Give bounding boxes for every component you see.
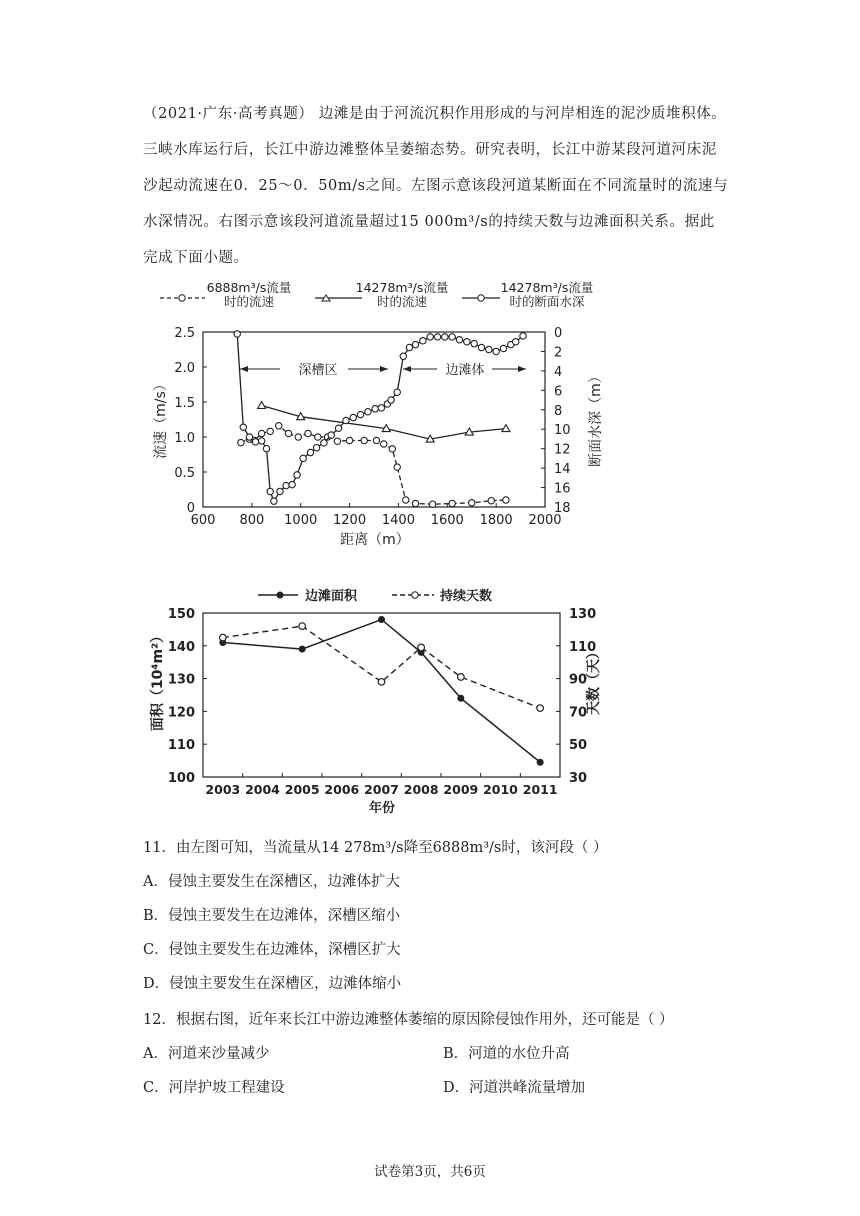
depth-14278-point [412,341,418,347]
x-tick-label: 2009 [443,782,479,797]
depth-14278-point [478,344,484,350]
x-tick-label: 1400 [381,513,415,528]
x-tick-label: 2007 [364,782,399,797]
depth-14278-point [328,432,334,438]
y-right-tick-label: 110 [569,639,597,655]
y-right-tick-label: 4 [554,364,563,380]
y-right-tick-label: 10 [554,423,571,439]
velocity-6888-point [503,497,509,503]
x-tick-label: 1200 [333,513,367,528]
y-left-tick-label: 140 [167,639,195,655]
y-right-tick-label: 14 [554,462,571,478]
x-tick-label: 2008 [403,782,439,797]
depth-14278-point [321,440,327,446]
depth-14278-point [240,424,246,430]
depth-14278-point [234,331,240,337]
depth-14278-point [252,439,258,445]
y-right-tick-label: 90 [569,672,588,688]
chart2-xlabel: 年份 [368,801,396,816]
velocity-6888-point [381,441,387,447]
depth-14278-point [378,405,384,411]
chart1-plot-frame [203,332,545,507]
y-left-tick-label: 2.0 [174,361,195,376]
depth-14278-point [357,411,363,417]
days-point [378,679,385,686]
velocity-6888-point [267,428,273,434]
x-tick-label: 1000 [284,513,318,528]
question-12-option-a[interactable]: A．河道来沙量减少 [143,1046,270,1062]
days-point [299,623,306,630]
x-tick-label: 2005 [284,782,320,797]
depth-14278-point [307,449,313,455]
velocity-6888-point [361,437,367,443]
depth-14278-point [427,334,433,340]
annotation-deep-channel: 深槽区 [298,363,338,378]
days-point [418,644,425,651]
depth-14278-point [289,481,295,487]
chart1-ylabel-left: 流速（m/s） [153,377,169,459]
chart2-legend [258,588,492,604]
legend-label: 持续天数 [440,589,493,604]
page-footer: 试卷第3页，共6页 [374,1164,486,1180]
y-right-tick-label: 16 [554,481,571,497]
depth-14278-point [394,389,400,395]
y-right-tick-label: 12 [554,442,571,458]
depth-14278-point [313,444,319,450]
intro-line: 完成下面小题。 [143,250,249,266]
velocity-6888-point [394,464,400,470]
depth-14278-point [471,340,477,346]
question-11-option-d[interactable]: D．侵蚀主要发生在深槽区，边滩体缩小 [143,976,402,992]
chart1-ylabel-right: 断面水深（m） [588,369,604,467]
depth-14278-point [350,414,356,420]
depth-14278-point [449,334,455,340]
depth-14278-point [294,472,300,478]
velocity-6888-point [258,430,264,436]
y-right-tick-label: 30 [569,771,588,786]
velocity-6888-point [389,446,395,452]
x-tick-label: 1600 [430,513,464,528]
velocity-6888-point [403,497,409,503]
y-right-tick-label: 0 [554,326,563,341]
depth-14278-point [267,488,273,494]
depth-14278-point [271,498,277,504]
y-right-tick-label: 50 [569,738,588,754]
x-tick-label: 600 [190,513,216,528]
velocity-6888-point [315,434,321,440]
y-left-tick-label: 1.0 [174,431,195,446]
days-point [220,634,227,641]
y-right-tick-label: 2 [554,345,563,361]
y-left-tick-label: 150 [167,607,195,622]
y-left-tick-label: 120 [167,705,195,721]
question-11-option-c[interactable]: C．侵蚀主要发生在边滩体，深槽区扩大 [143,942,401,958]
question-11-option-b[interactable]: B．侵蚀主要发生在边滩体，深槽区缩小 [143,908,401,924]
x-tick-label: 2000 [528,513,562,528]
y-left-tick-label: 100 [167,771,195,786]
x-tick-label: 2010 [483,782,518,797]
depth-14278-point [486,346,492,352]
depth-14278-point [258,438,264,444]
depth-14278-point [300,455,306,461]
depth-14278-point [406,344,412,350]
velocity-6888-point [285,430,291,436]
x-tick-label: 800 [239,513,265,528]
depth-14278-point [520,333,526,339]
depth-14278-point [512,339,518,345]
depth-14278-point [400,353,406,359]
depth-14278-point [335,425,341,431]
y-right-tick-label: 130 [569,607,597,622]
x-tick-label: 2003 [205,782,241,797]
legend-label: 6888m³/s流量时的流速 [206,280,292,309]
depth-14278-point [493,348,499,354]
velocity-6888-point [373,437,379,443]
intro-paragraph [143,96,733,276]
area-point [299,646,306,653]
depth-14278-point [283,482,289,488]
days-point [458,674,465,681]
velocity-14278-point [258,402,266,409]
chart1-legend [160,280,593,309]
y-left-tick-label: 1.5 [174,396,195,411]
depth-14278-point [246,434,252,440]
velocity-6888-point [334,438,340,444]
chart1-xlabel: 距离（m） [340,532,410,548]
velocity-6888-point [238,439,244,445]
area-point [457,695,464,702]
y-right-tick-label: 18 [554,501,571,516]
y-left-tick-label: 0.5 [174,466,195,481]
series-days-line [223,626,540,708]
chart2-ylabel-left: 面积（10⁴m²） [150,628,166,732]
x-tick-label: 1800 [479,513,513,528]
chart2-plot-frame [203,613,560,777]
depth-14278-point [277,488,283,494]
intro-line: （2021·广东·高考真题） 边滩是由于河流沉积作用形成的与河岸相连的泥沙质堆积体。 [143,106,727,122]
x-tick-label: 2006 [324,782,360,797]
legend-label: 14278m³/s流量时的断面水深 [500,280,594,309]
depth-14278-point [372,406,378,412]
area-point [378,616,385,623]
depth-14278-point [500,345,506,351]
question-12-stem: 12．根据右图，近年来长江中游边滩整体萎缩的原因除侵蚀作用外，还可能是（ ） [143,1012,674,1028]
series-area-line [223,620,540,763]
question-12-option-d[interactable]: D．河道洪峰流量增加 [443,1080,586,1096]
velocity-6888-point [346,437,352,443]
velocity-6888-point [276,423,282,429]
intro-line: 水深情况。右图示意该段河道流量超过15 000m³/s的持续天数与边滩面积关系。据此 [143,214,715,230]
y-left-tick-label: 0 [186,501,195,516]
intro-line: 三峡水库运行后，长江中游边滩整体呈萎缩态势。研究表明，长江中游某段河道河床泥 [143,142,717,158]
series-14278-depth-line [237,334,523,501]
legend-label: 14278m³/s流量时的流速 [355,280,449,309]
question-12-option-b[interactable]: B．河道的水位升高 [443,1046,570,1062]
y-left-tick-label: 110 [167,738,195,754]
days-point [537,705,544,712]
depth-14278-point [456,337,462,343]
x-tick-label: 2004 [245,782,280,797]
depth-14278-point [343,417,349,423]
velocity-6888-point [305,430,311,436]
question-11-option-a[interactable]: A．侵蚀主要发生在深槽区，边滩体扩大 [143,874,400,890]
question-12-option-c[interactable]: C．河岸护坡工程建设 [143,1080,285,1096]
y-right-tick-label: 6 [554,384,563,400]
y-right-tick-label: 70 [569,705,588,721]
area-point [537,759,544,766]
chart2-ylabel-right: 天数（天） [586,645,602,715]
velocity-6888-point [295,434,301,440]
depth-14278-point [464,339,470,345]
depth-14278-point [420,338,426,344]
velocity-6888-point [488,498,494,504]
y-right-tick-label: 8 [554,403,563,419]
velocity-6888-point [449,500,455,506]
question-11-stem: 11．由左图可知，当流量从14 278m³/s降至6888m³/s时，该河段（ ） [143,840,608,856]
depth-14278-point [365,409,371,415]
x-tick-label: 2011 [522,782,558,797]
area-days-chart [135,580,605,820]
depth-14278-point [434,334,440,340]
y-left-tick-label: 2.5 [174,326,195,341]
velocity-14278-point [502,425,510,432]
velocity-6888-point [412,500,418,506]
annotation-point-bar: 边滩体 [445,363,485,378]
velocity-6888-point [429,501,435,507]
intro-line: 沙起动流速在0．25～0．50m/s之间。左图示意该段河道某断面在不同流量时的流速与 [143,178,729,194]
depth-14278-point [263,445,269,451]
flow-velocity-depth-chart [135,270,615,555]
velocity-6888-point [469,500,475,506]
y-left-tick-label: 130 [167,672,195,688]
legend-label: 边滩面积 [305,589,358,604]
depth-14278-point [442,334,448,340]
chart1-annotations [240,362,526,378]
depth-14278-point [388,397,394,403]
